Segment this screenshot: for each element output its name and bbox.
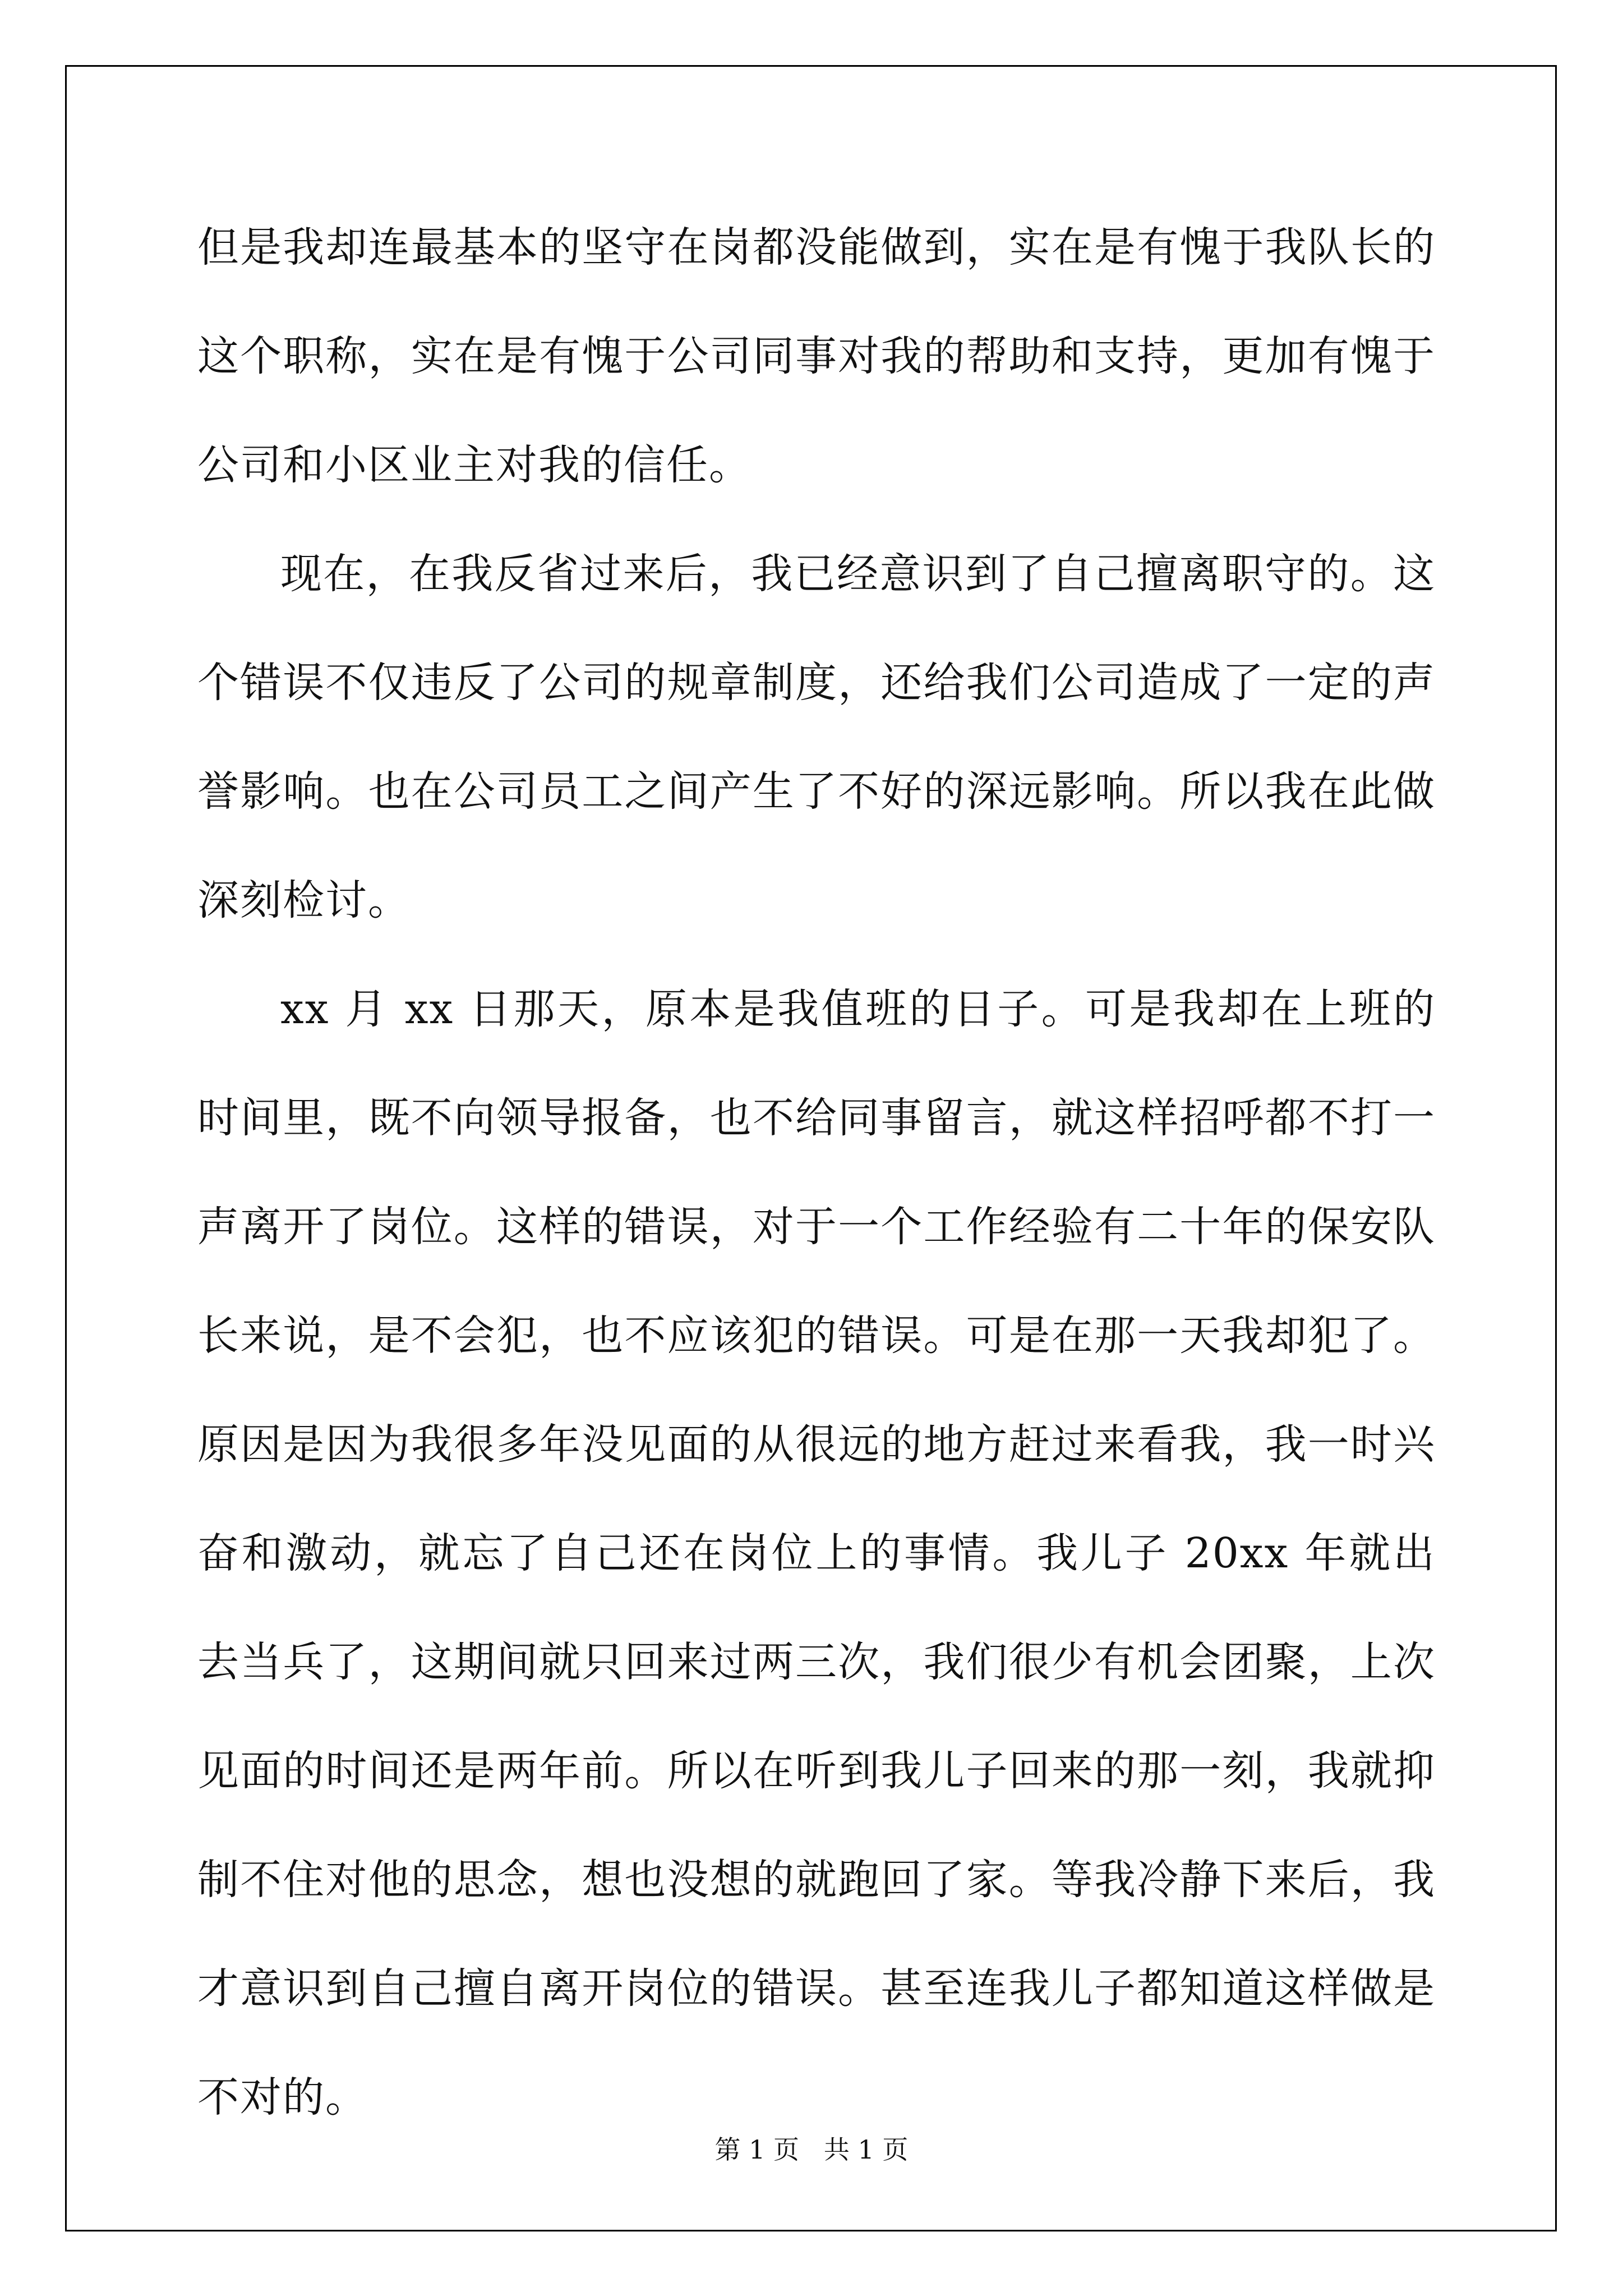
paragraph-2: 现在，在我反省过来后，我已经意识到了自己擅离职守的。这个错误不仅违反了公司的规章制度，还给我们公司造成了一定的声誉影响。也在公司员工之间产生了不好的深远影响。所以我在此做深刻检讨。 [197, 550, 1436, 924]
paragraph-1: 但是我却连最基本的坚守在岗都没能做到，实在是有愧于我队长的这个职称，实在是有愧于公司同事对我的帮助和支持，更加有愧于公司和小区业主对我的信任。 [197, 223, 1436, 489]
page-footer: 第 1 页 共 1 页 [714, 2134, 909, 2165]
paragraph-3: xx 月 xx 日那天，原本是我值班的日子。可是我却在上班的时间里，既不向领导报备，也不给同事留言，就这样招呼都不打一声离开了岗位。这样的错误，对于一个工作经验有二十年的保安队长来说，是不会犯，也不应该犯的错误。可是在那一天我却犯了。原因是因为我很多年没见面的从很远的地方赶过来看我，我一时兴奋和激动，就忘了自己还在岗位上的事情。我儿子 20xx 年就出去当兵了，这期间就只回来过两三次，我们很少有机会团聚，上次见面的时间还是两年前。所以在听到我儿子回来的那一刻，我就抑制不住对他的思念，想也没想的就跑回了家。等我冷静下来后，我才意识到自己擅自离开岗位的错误。甚至连我儿子都知道这样做是不对的。 [197, 985, 1436, 2122]
document-body [197, 193, 1436, 2152]
